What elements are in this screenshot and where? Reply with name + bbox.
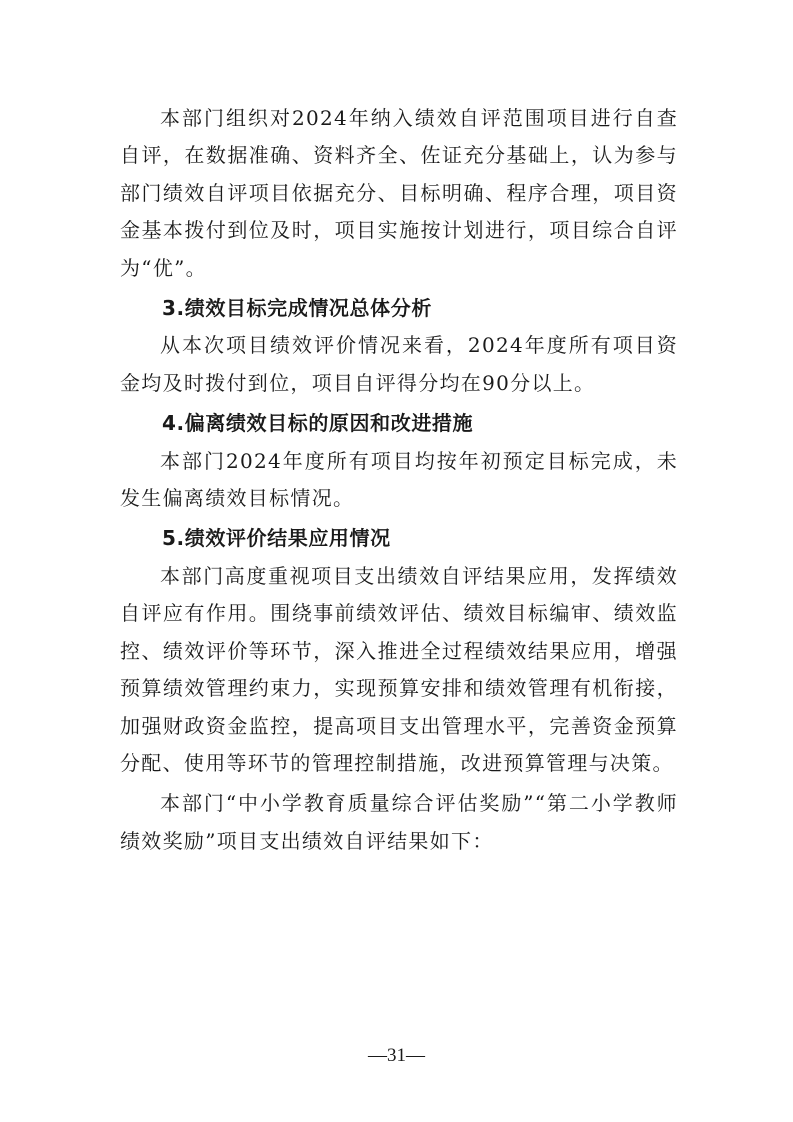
- paragraph-project-results-intro: 本部门“中小学教育质量综合评估奖励”“第二小学教师绩效奖励”项目支出绩效自评结果如下：: [120, 791, 678, 853]
- page-content: [120, 100, 678, 860]
- page-number: —31—: [368, 1045, 425, 1066]
- section-heading-target-completion: 3.绩效目标完成情况总体分析: [162, 296, 432, 321]
- section-heading-deviation-causes: 4.偏离绩效目标的原因和改进措施: [162, 411, 474, 436]
- paragraph-self-evaluation-summary: 本部门组织对2024年纳入绩效自评范围项目进行自查自评，在数据准确、资料齐全、佐证充分基础上，认为参与部门绩效自评项目依据充分、目标明确、程序合理，项目资金基本拨付到位及时，项目实施按计划进行，项目综合自评为“优”。: [120, 106, 678, 280]
- section-heading-result-application: 5.绩效评价结果应用情况: [162, 526, 391, 551]
- paragraph-deviation-causes: 本部门2024年度所有项目均按年初预定目标完成，未发生偏离绩效目标情况。: [120, 448, 678, 511]
- paragraph-target-completion: 从本次项目绩效评价情况来看，2024年度所有项目资金均及时拨付到位，项目自评得分均在90分以上。: [120, 333, 678, 395]
- paragraph-result-application: 本部门高度重视项目支出绩效自评结果应用，发挥绩效自评应有作用。围绕事前绩效评估、绩效目标编审、绩效监控、绩效评价等环节，深入推进全过程绩效结果应用，增强预算绩效管理约束力，实现预算安排和绩效管理有机衔接，加强财政资金监控，提高项目支出管理水平，完善资金预算分配、使用等环节的管理控制措施，改进预算管理与决策。: [120, 563, 678, 775]
